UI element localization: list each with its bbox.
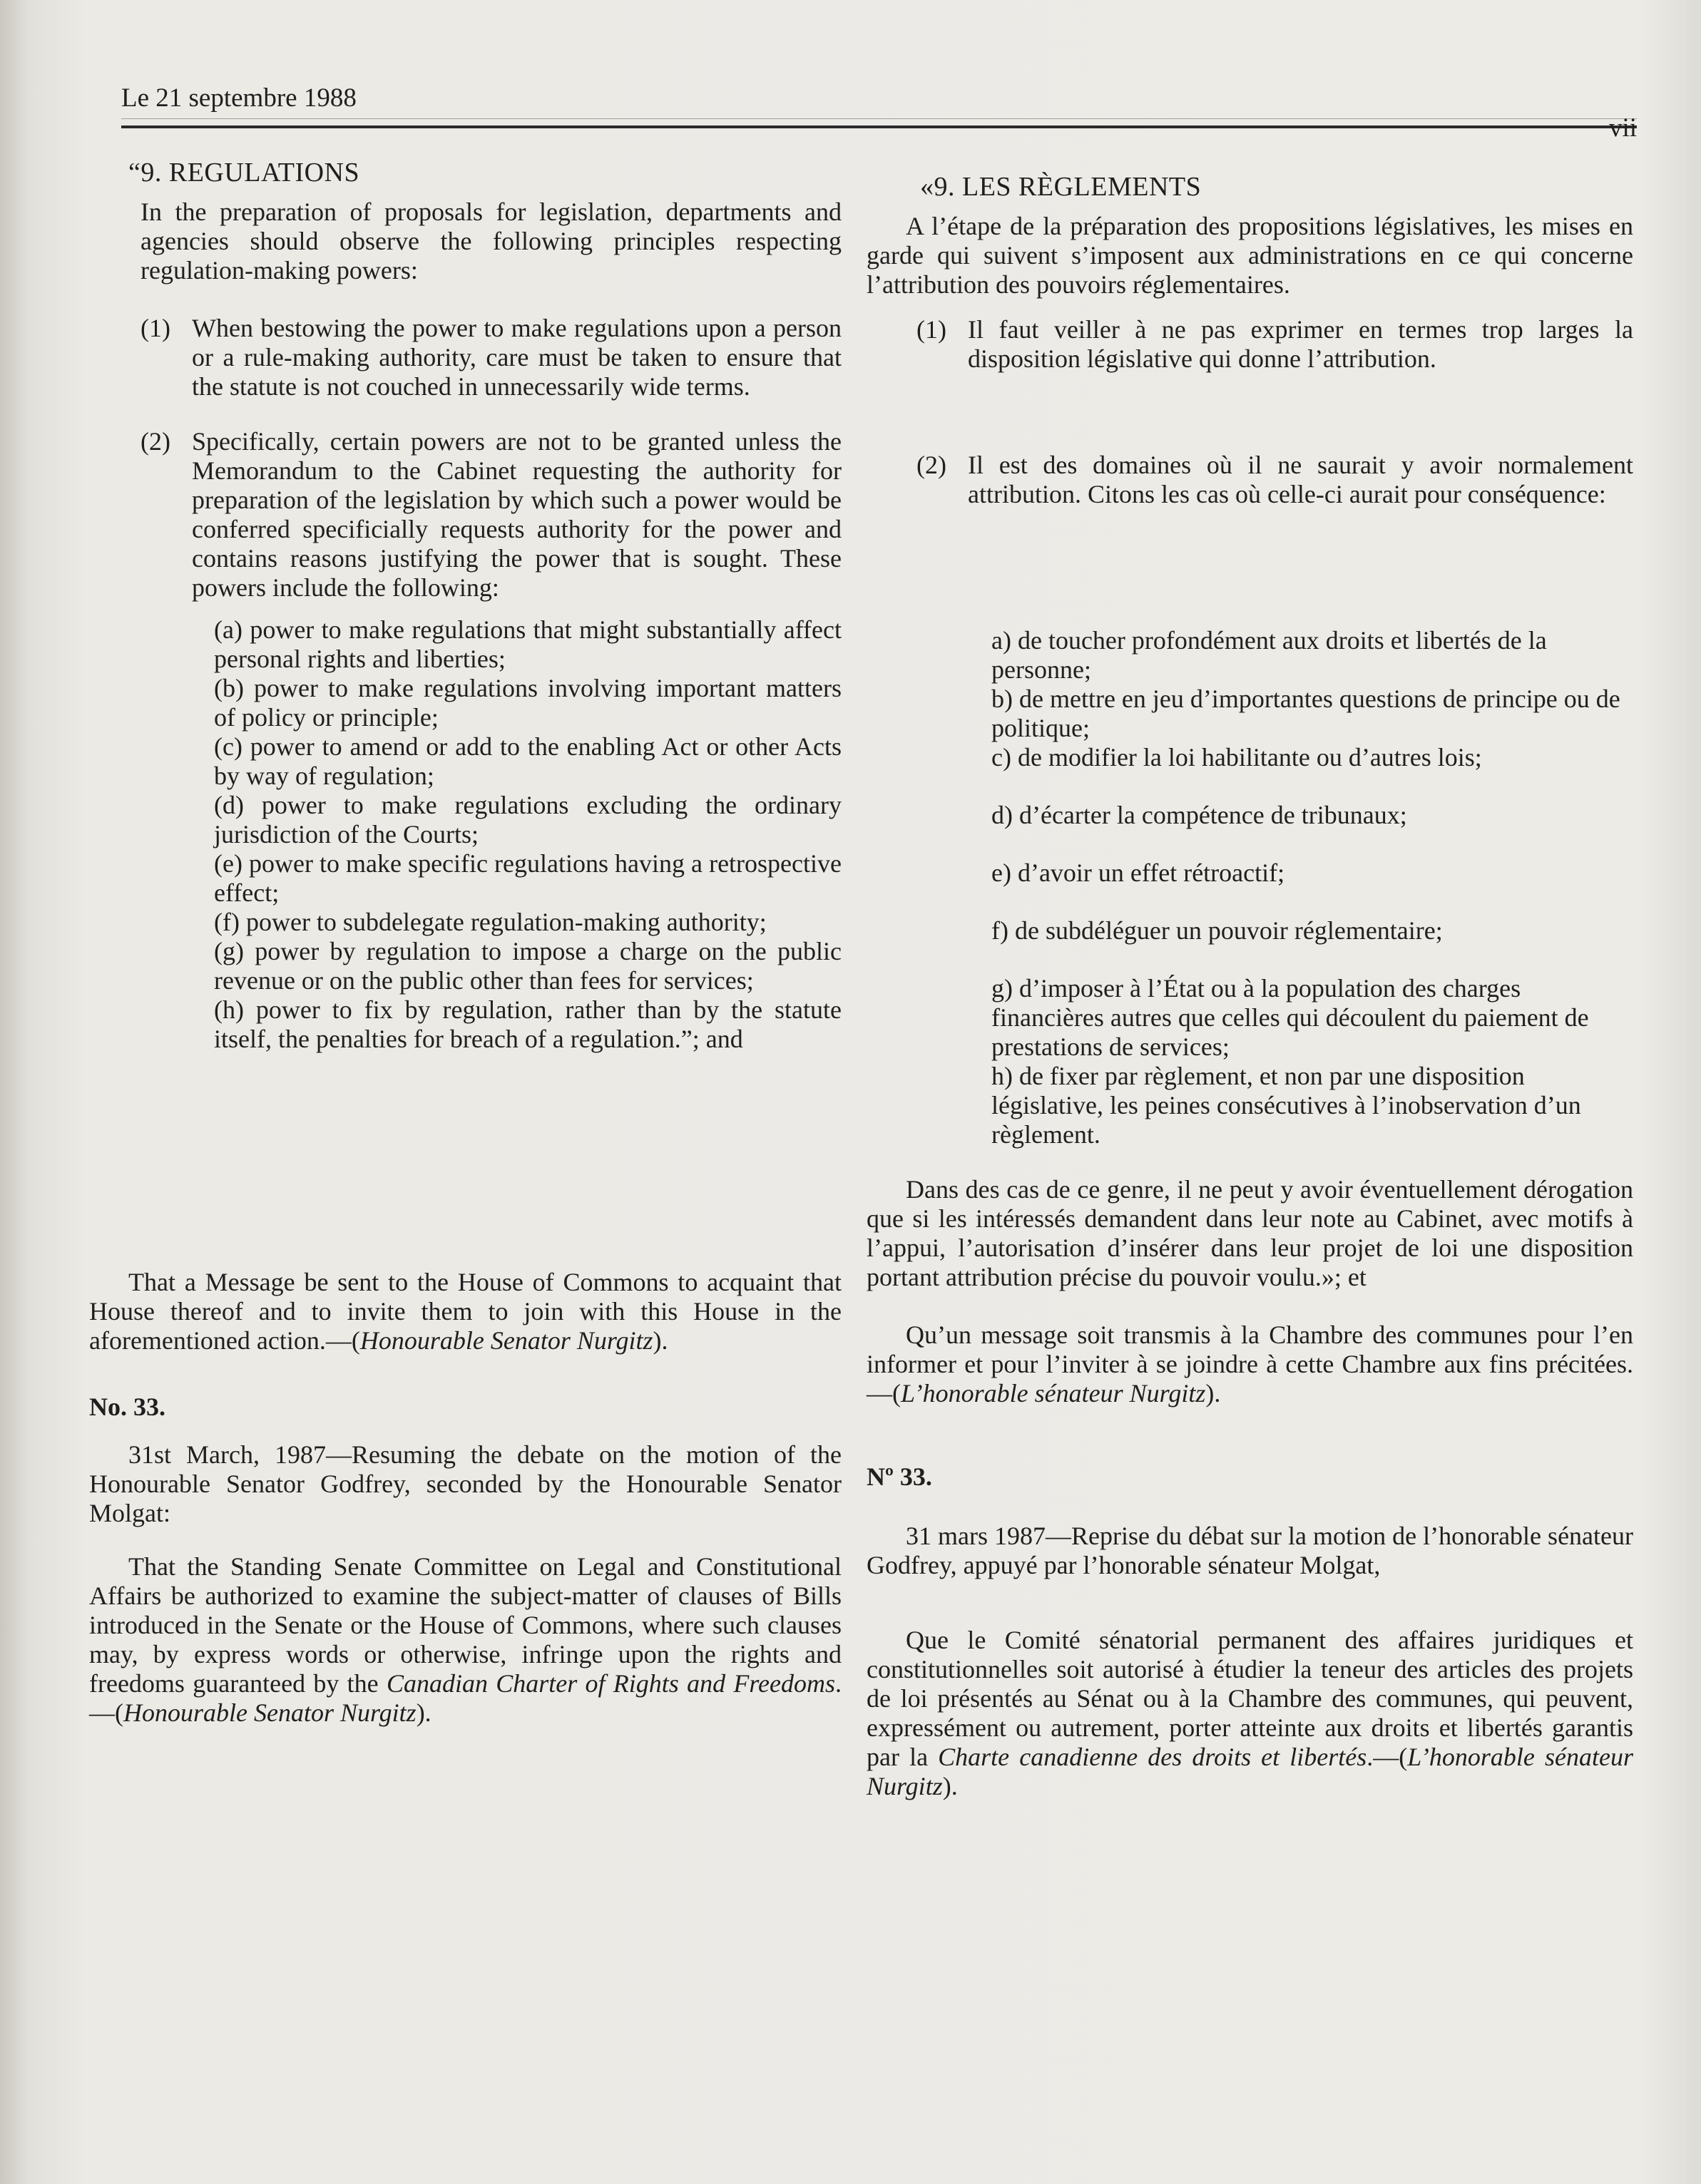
sub-item: (a) power to make regulations that might substantially affect personal rights and liberties; (214, 615, 842, 673)
attribution: L’honorable sénateur Nurgitz (867, 1743, 1633, 1800)
sub-item: c) de modifier la loi habilitante ou d’autres lois; (991, 743, 1482, 771)
sub-item: b) de mettre en jeu d’importantes questions de principe ou de politique; (991, 685, 1620, 742)
debate-paragraph: 31st March, 1987—Resuming the debate on the motion of the Honourable Senator Godfrey, seconded by the Honourable Senator Molgat: (89, 1440, 842, 1527)
charter-title: Charte canadienne des droits et libertés (938, 1743, 1367, 1771)
principle-item (141, 427, 842, 603)
motion-paragraph: Que le Comité sénatorial permanent des affaires juridiques et constitutionnelles soit autorisé à étudier la teneur des articles des projets de loi présentés au Sénat ou à la Chambre des communes, qui peuvent, expressément ou autrement, porter atteinte aux droits et libertés garantis par la Charte canadienne des droits et libertés.—(L’honorable sénateur Nurgitz). (867, 1626, 1633, 1800)
charter-title: Canadian Charter of Rights and Freedoms (386, 1669, 835, 1698)
item-text: Specifically, certain powers are not to be granted unless the Memorandum to the Cabinet requesting the authority for preparation of the legislation by which such a power would be conferred specificially requests authority for the power and contains reasons justifying the power that is sought. These powers include the following: (192, 427, 842, 602)
sub-item: g) d’imposer à l’État ou à la population des charges financières autres que celles qui découlent du paiement de prestations de services; (991, 974, 1589, 1061)
sub-item: a) de toucher profondément aux droits et libertés de la personne; (991, 626, 1547, 684)
sub-item: f) de subdéléguer un pouvoir réglementaire; (991, 916, 1443, 945)
sub-item: d) d’écarter la compétence de tribunaux; (991, 801, 1407, 829)
item-heading: No. 33. (89, 1393, 165, 1421)
sub-item: h) de fixer par règlement, et non par une disposition législative, les peines consécutives à l’inobservation d’un règlement. (991, 1062, 1581, 1149)
sub-item: (b) power to make regulations involving important matters of policy or principle; (214, 674, 842, 732)
principle-item (141, 314, 842, 401)
item-heading: Nº 33. (867, 1462, 932, 1491)
attribution: Honourable Senator Nurgitz (359, 1326, 653, 1355)
intro-paragraph: In the preparation of proposals for legislation, departments and agencies should observe the following principles respecting regulation-making powers: (141, 198, 842, 284)
intro-paragraph: A l’étape de la préparation des propositions législatives, les mises en garde qui suivent s’imposent aux administrations en ce qui concerne l’attribution des pouvoirs réglementaires. (867, 212, 1633, 299)
item-number: (1) (141, 314, 170, 342)
message-paragraph: That a Message be sent to the House of Commons to acquaint that House thereof and to invite them to join with this House in the aforementioned action.—(Honourable Senator Nurgitz). (89, 1268, 842, 1355)
sub-item: (h) power to fix by regulation, rather than by the statute itself, the penalties for breach of a regulation.”; and (214, 995, 842, 1053)
debate-paragraph: 31 mars 1987—Reprise du débat sur la motion de l’honorable sénateur Godfrey, appuyé par l’honorable sénateur Molgat, (867, 1522, 1633, 1579)
derogation-paragraph: Dans des cas de ce genre, il ne peut y avoir éventuellement dérogation que si les intéressés demandent dans leur note au Cabinet, avec motifs à l’appui, l’autorisation d’insérer dans leur projet de loi une disposition portant attribution précise du pouvoir voulu.»; et (867, 1175, 1633, 1291)
item-text: Il est des domaines où il ne saurait y avoir normalement attribution. Citons les cas où celle-ci aurait pour conséquence: (968, 451, 1633, 508)
header-rule-thin (121, 118, 1637, 119)
attribution: Honourable Senator Nurgitz (123, 1698, 417, 1727)
principle-item (916, 315, 1633, 374)
page-number: vii (1608, 113, 1637, 143)
sub-item: (g) power by regulation to impose a charge on the public revenue or on the public other than fees for services; (214, 937, 842, 995)
attribution: L’honorable sénateur Nurgitz (901, 1379, 1206, 1408)
french-column (867, 173, 1633, 1801)
section-title: “9. REGULATIONS (128, 158, 360, 188)
english-column (89, 158, 842, 1728)
header-date: Le 21 septembre 1988 (121, 83, 357, 113)
sub-item: (c) power to amend or add to the enabling Act or other Acts by way of regulation; (214, 732, 842, 790)
motion-paragraph: That the Standing Senate Committee on Legal and Constitutional Affairs be authorized to examine the subject-matter of clauses of Bills introduced in the Senate or the House of Commons, where such clauses may, by express words or otherwise, infringe upon the rights and freedoms guaranteed by the Canadian Charter of Rights and Freedoms.—(Honourable Senator Nurgitz). (89, 1552, 842, 1727)
sub-item: (d) power to make regulations excluding the ordinary jurisdiction of the Courts; (214, 791, 842, 849)
sub-item: e) d’avoir un effet rétroactif; (991, 858, 1285, 887)
item-number: (1) (916, 315, 946, 344)
item-text: Il faut veiller à ne pas exprimer en termes trop larges la disposition législative qui donne l’attribution. (968, 315, 1633, 373)
item-number: (2) (916, 451, 946, 479)
item-number: (2) (141, 427, 170, 456)
sub-item: (f) power to subdelegate regulation-making authority; (214, 908, 767, 936)
section-title: «9. LES RÈGLEMENTS (920, 172, 1202, 202)
item-text: When bestowing the power to make regulations upon a person or a rule-making authority, care must be taken to ensure that the statute is not couched in unnecessarily wide terms. (192, 314, 842, 401)
sub-item: (e) power to make specific regulations having a retrospective effect; (214, 849, 842, 907)
principle-item (916, 451, 1633, 509)
header-rule (121, 125, 1637, 128)
message-paragraph: Qu’un message soit transmis à la Chambre des communes pour l’en informer et pour l’inviter à se joindre à cette Chambre aux fins précitées.—(L’honorable sénateur Nurgitz). (867, 1321, 1633, 1408)
